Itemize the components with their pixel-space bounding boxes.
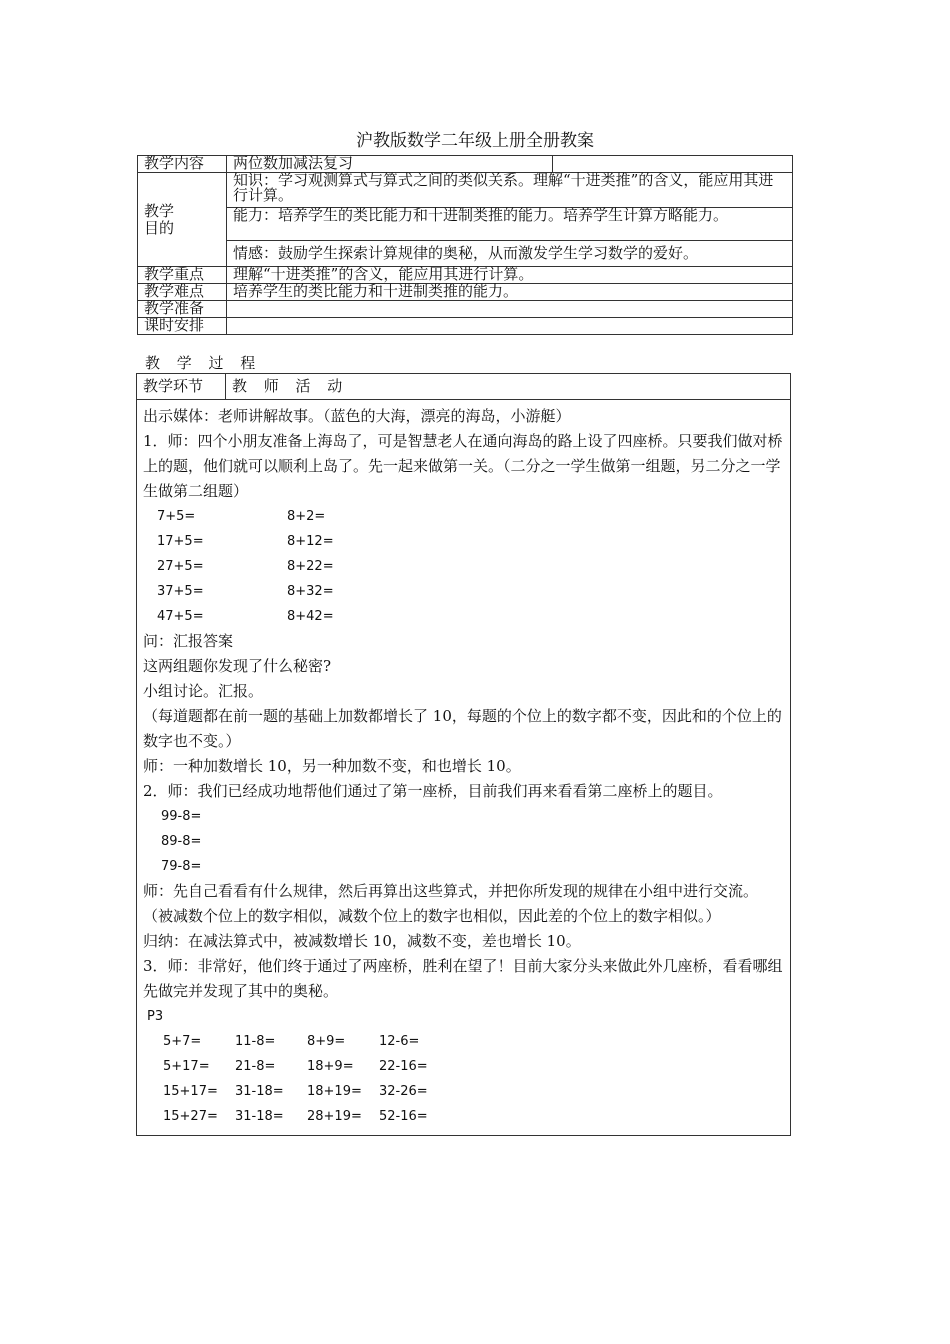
exercise: 7+5= [157,509,196,524]
exercise: 79-8= [161,859,202,874]
key-label: 教学重点 [138,267,227,284]
bridge3-exercises [163,1029,784,1129]
exercise: 28+19= [307,1109,362,1124]
key-value: 理解“十进类推”的含义，能应用其进行计算。 [227,267,793,284]
exercise: 52-16= [379,1109,428,1124]
exercise: 22-16= [379,1059,428,1074]
process-body [137,400,791,1136]
goal-ability: 能力：培养学生的类比能力和十进制类推的能力。培养学生计算方略能力。 [227,208,793,241]
summary2-paragraph: 归纳：在减法算式中，被减数增长 10，减数不变，差也增长 10。 [143,932,581,950]
goal-emotion: 情感：鼓励学生探索计算规律的奥秘，从而激发学生学习数学的爱好。 [227,241,793,267]
ask-paragraph: 问：汇报答案 [143,632,234,650]
media-paragraph: 出示媒体：老师讲解故事。（蓝色的大海，漂亮的海岛，小游艇） [143,407,571,425]
teaching-process-table [136,373,791,1136]
exercise: 31-18= [235,1084,284,1099]
stage-header: 教学环节 [137,374,226,400]
exercise: 15+27= [163,1109,218,1124]
goal-knowledge: 知识：学习观测算式与算式之间的类似关系。理解“十进类推”的含义，能应用其进行计算。 [227,173,793,208]
exercise: 18+9= [307,1059,354,1074]
exercise: 89-8= [161,834,202,849]
secret-paragraph: 这两组题你发现了什么秘密? [143,657,332,675]
difficulty-value: 培养学生的类比能力和十进制类推的能力。 [227,284,793,301]
bridge1-exercises [157,504,784,629]
exercise: 8+12= [287,534,334,549]
exercise: 8+9= [307,1034,346,1049]
exercise: 21-8= [235,1059,276,1074]
exercise: 18+19= [307,1084,362,1099]
summary1-paragraph: 师：一种加数增长 10，另一种加数不变，和也增长 10。 [143,757,521,775]
bridge2-exercises [161,804,784,879]
exercise: 37+5= [157,584,204,599]
exercise: 99-8= [161,809,202,824]
exercise: 5+17= [163,1059,210,1074]
exercise: 12-6= [379,1034,420,1049]
content-extra-cell [553,156,793,173]
exercise: 27+5= [157,559,204,574]
lesson-plan-table [137,155,793,335]
exercise: 47+5= [157,609,204,624]
page-title: 沪教版数学二年级上册全册教案 [356,131,594,151]
exercise: 5+7= [163,1034,202,1049]
exercise: 15+17= [163,1084,218,1099]
step1-paragraph: 1．师：四个小朋友准备上海岛了，可是智慧老人在通向海岛的路上设了四座桥。只要我们做对桥上的题，他们就可以顺利上岛了。先一起来做第一关。（二分之一学生做第一组题，另二分之一学生做第二组题） [143,432,783,500]
schedule-value [227,318,793,335]
goals-label: 教学 目的 [138,173,227,267]
self-paragraph: 师：先自己看看有什么规律，然后再算出这些算式，并把你所发现的规律在小组中进行交流。 [143,882,759,900]
content-value: 两位数加减法复习 [227,156,553,173]
explain2-paragraph: （被减数个位上的数字相似，减数个位上的数字也相似，因此差的个位上的数字相似。） [143,907,721,925]
exercise: 17+5= [157,534,204,549]
schedule-label: 课时安排 [138,318,227,335]
difficulty-label: 教学难点 [138,284,227,301]
exercise: 31-18= [235,1109,284,1124]
exercise: 11-8= [235,1034,276,1049]
teacher-activity-header: 教 师 活 动 [226,374,791,400]
step3-paragraph: 3．师：非常好，他们终于通过了两座桥，胜利在望了！目前大家分头来做此外几座桥，看看哪组先做完并发现了其中的奥秘。 [143,957,783,1000]
exercise: 8+2= [287,509,326,524]
process-section-title: 教 学 过 程 [145,354,262,372]
group-paragraph: 小组讨论。汇报。 [143,682,264,700]
explain1-paragraph: （每道题都在前一题的基础上加数都增长了 10，每题的个位上的数字都不变，因此和的个位上的数字也不变。） [143,707,782,750]
prep-value [227,301,793,318]
exercise: 8+32= [287,584,334,599]
exercise: 8+42= [287,609,334,624]
exercise: 32-26= [379,1084,428,1099]
prep-label: 教学准备 [138,301,227,318]
step2-paragraph: 2．师：我们已经成功地帮他们通过了第一座桥，目前我们再来看看第二座桥上的题目。 [143,782,723,800]
exercise: 8+22= [287,559,334,574]
content-label: 教学内容 [138,156,227,173]
page-ref: P3 [147,1009,164,1024]
